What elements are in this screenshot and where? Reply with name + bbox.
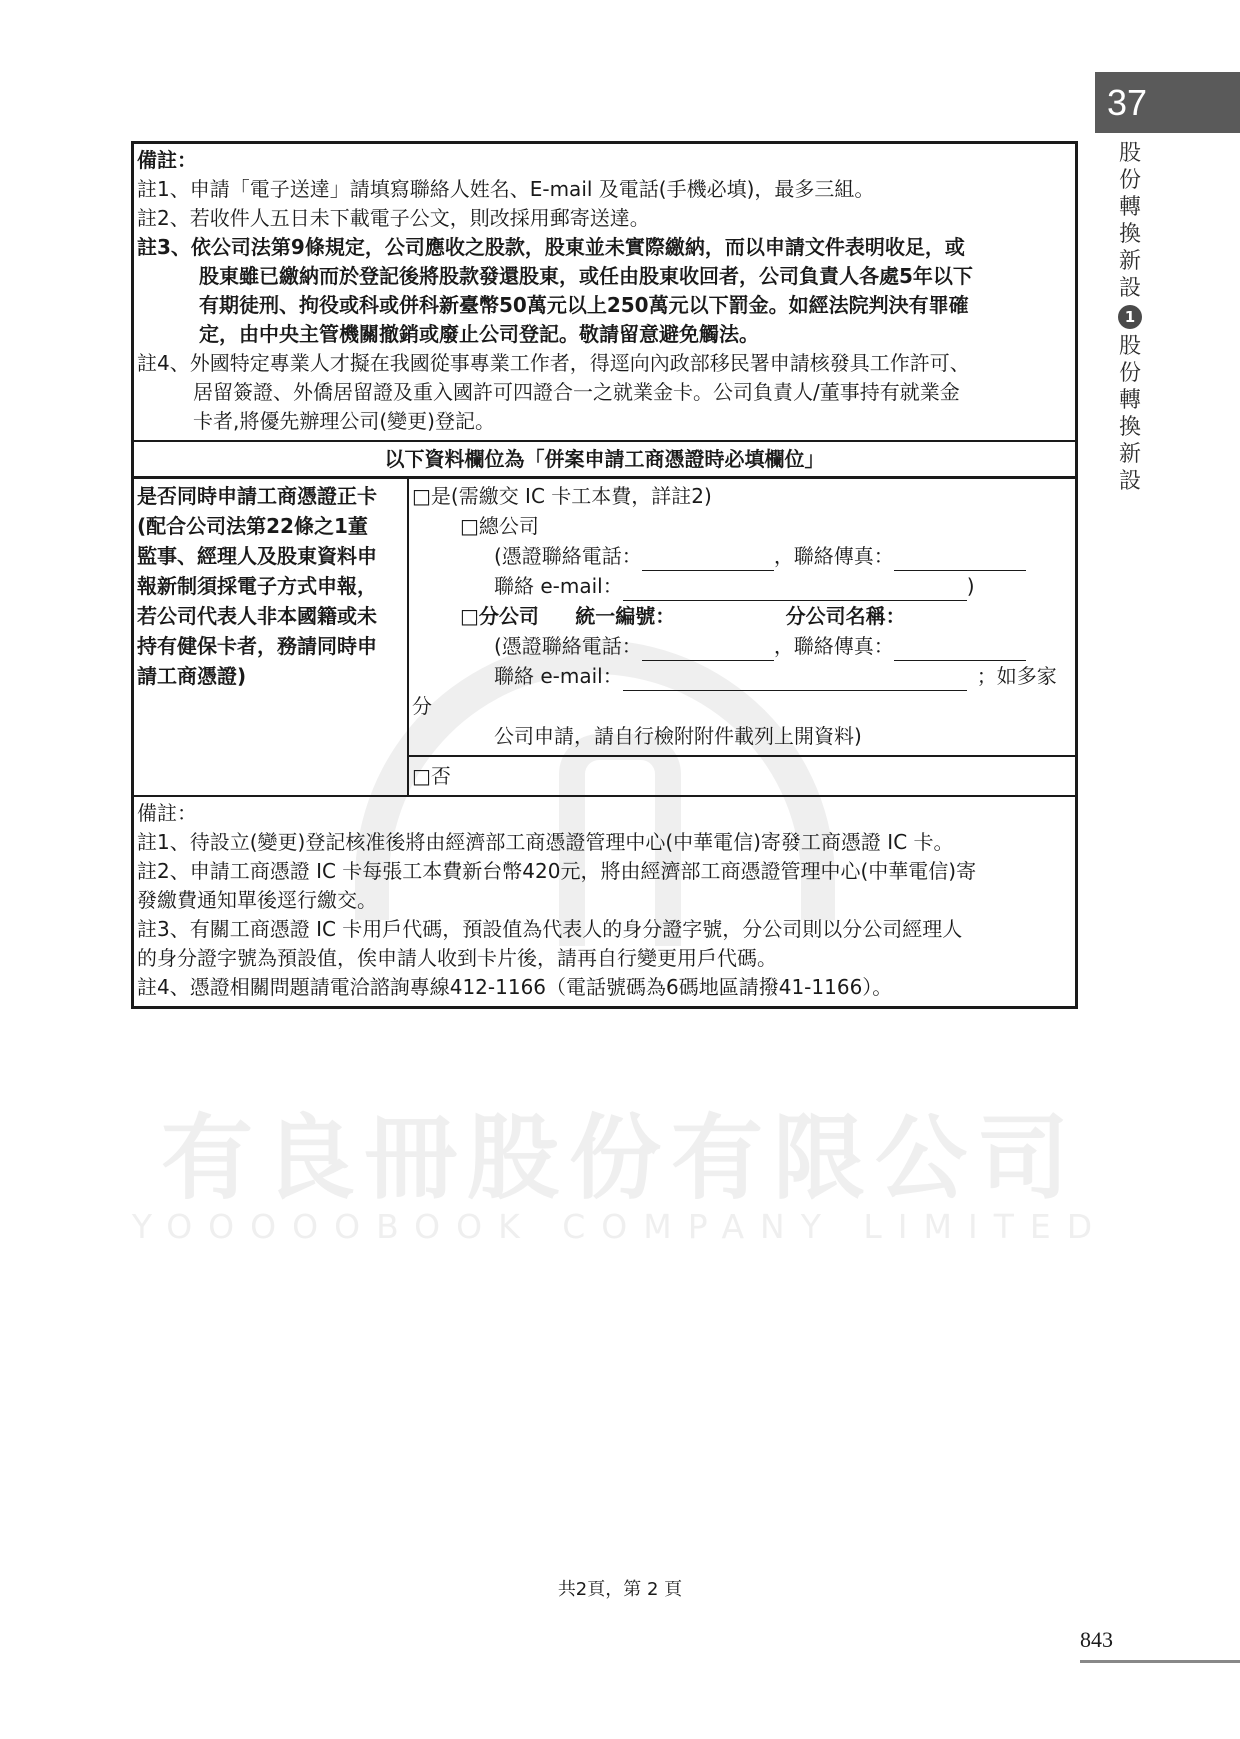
certificate-options [409,479,1075,795]
branch-email-field[interactable] [623,668,967,691]
branch-row [412,601,1072,631]
certificate-application-row [134,479,1075,797]
note-3-line: 的身分證字號為預設值，俟申請人收到卡片後，請再自行變更用戶代碼。 [137,946,777,970]
note-2-line: 註2、申請工商憑證 IC 卡每張工本費新台幣420元，將由經濟部工商憑證管理中心(中華電信)寄 [137,859,977,883]
side-title-char: 轉 [1118,195,1141,220]
side-title-char: 轉 [1118,388,1141,413]
side-title-char: 新 [1118,442,1141,467]
side-title-char: 設 [1118,276,1141,301]
side-title-char: 份 [1118,168,1141,193]
watermark-chinese: 有良冊股份有限公司 [160,1105,1079,1212]
uniform-number-label: 統一編號： [575,604,676,628]
yes-checkbox[interactable]: □是(需繳交 IC 卡工本費，詳註2) [412,484,712,508]
side-title-char: 換 [1118,222,1141,247]
question-line: 監事、經理人及股東資料申 [137,544,377,568]
head-office-fax-field[interactable] [894,548,1026,571]
note-4: 註4、憑證相關問題請電洽諮詢專線412-1166（電話號碼為6碼地區請撥41-1166）。 [137,975,893,999]
email-label: 聯絡 e-mail： [494,574,623,598]
phone-label: (憑證聯絡電話： [494,544,642,568]
branch-fax-field[interactable] [894,638,1026,661]
multi-branch-suffix: ；如多家 [976,664,1057,688]
question-line: 若公司代表人非本國籍或未 [137,604,377,628]
certificate-question [134,479,409,795]
note-3-line: 註3、有關工商憑證 IC 卡用戶代碼，預設值為代表人的身分證字號，分公司則以分公司經理人 [137,917,963,941]
chapter-side-title [1115,140,1145,495]
notes-section-1 [134,144,1075,442]
side-title-char: 新 [1118,249,1141,274]
side-title-char: 份 [1118,361,1141,386]
page-number-rule [1080,1660,1240,1663]
chapter-number-tab: 37 [1095,72,1240,133]
head-office-checkbox[interactable]: □總公司 [460,514,539,538]
question-line: 是否同時申請工商憑證正卡 [137,484,377,508]
note-2: 註2、若收件人五日未下載電子公文，則改採用郵寄送達。 [137,206,650,230]
branch-name-label: 分公司名稱： [785,604,906,628]
fax-label: ，聯絡傳真： [773,634,894,658]
notes-heading: 備註： [137,148,197,172]
branch-checkbox[interactable]: □分公司 [460,604,539,628]
fax-label: ，聯絡傳真： [773,544,894,568]
side-title-char: 換 [1118,415,1141,440]
side-title-char: 股 [1118,141,1141,166]
multi-branch-continuation: 公司申請，請自行檢附附件載列上開資料) [494,724,862,748]
email-label: 聯絡 e-mail： [494,664,623,688]
section-number-badge: 1 [1118,305,1142,329]
branch-phone-field[interactable] [642,638,774,661]
phone-label: (憑證聯絡電話： [494,634,642,658]
page-info: 共2頁，第 2 頁 [557,1579,683,1600]
head-office-phone-field[interactable] [642,548,774,571]
note-1: 註1、申請「電子送達」請填寫聯絡人姓名、E-mail 及電話(手機必填)，最多三組。 [137,177,875,201]
page-number: 843 [1080,1627,1113,1652]
note-4-line: 註4、外國特定專業人才擬在我國從事專業工作者，得逕向內政部移民署申請核發具工作許可、 [137,351,970,375]
multi-branch-wrap: 分 [412,694,432,718]
note-3-line: 註3、依公司法第9條規定，公司應收之股款，股東並未實際繳納，而以申請文件表明收足，或 [137,235,965,259]
head-office-contact-row [412,541,1072,571]
branch-email-row [412,661,1072,691]
no-option-block [409,757,1075,795]
head-office-email-row [412,571,1072,601]
note-3-line: 定，由中央主管機關撤銷或廢止公司登記。敬請留意避免觸法。 [199,322,759,346]
close-paren: ) [966,574,975,598]
question-line: 報新制須採電子方式申報， [137,574,377,598]
note-4-line: 居留簽證、外僑居留證及重入國許可四證合一之就業金卡。公司負責人/董事持有就業金 [193,380,960,404]
yes-option-block [409,479,1075,757]
note-1: 註1、待設立(變更)登記核准後將由經濟部工商憑證管理中心(中華電信)寄發工商憑證 IC 卡。 [137,830,954,854]
application-form [131,141,1078,1009]
no-checkbox[interactable]: □否 [412,764,451,788]
question-line: (配合公司法第22條之1董 [137,514,368,538]
question-line: 持有健保卡者，務請同時申 [137,634,377,658]
note-4-line: 卡者,將優先辦理公司(變更)登記。 [193,409,495,433]
side-title-char: 設 [1118,469,1141,494]
note-3-line: 股東雖已繳納而於登記後將股款發還股東，或任由股東收回者，公司負責人各處5年以下 [199,264,973,288]
notes-section-2 [134,797,1075,1006]
note-2-line: 發繳費通知單後逕行繳交。 [137,888,377,912]
required-fields-header: 以下資料欄位為「併案申請工商憑證時必填欄位」 [134,442,1075,479]
side-title-char: 股 [1118,334,1141,359]
watermark-english: YOOOOOBOOK COMPANY LIMITED [131,1207,1109,1246]
question-line: 請工商憑證) [137,664,247,688]
head-office-email-field[interactable] [623,578,967,601]
note-3-line: 有期徒刑、拘役或科或併科新臺幣50萬元以上250萬元以下罰金。如經法院判決有罪確 [199,293,969,317]
notes-heading: 備註： [137,801,197,825]
branch-contact-row [412,631,1072,661]
